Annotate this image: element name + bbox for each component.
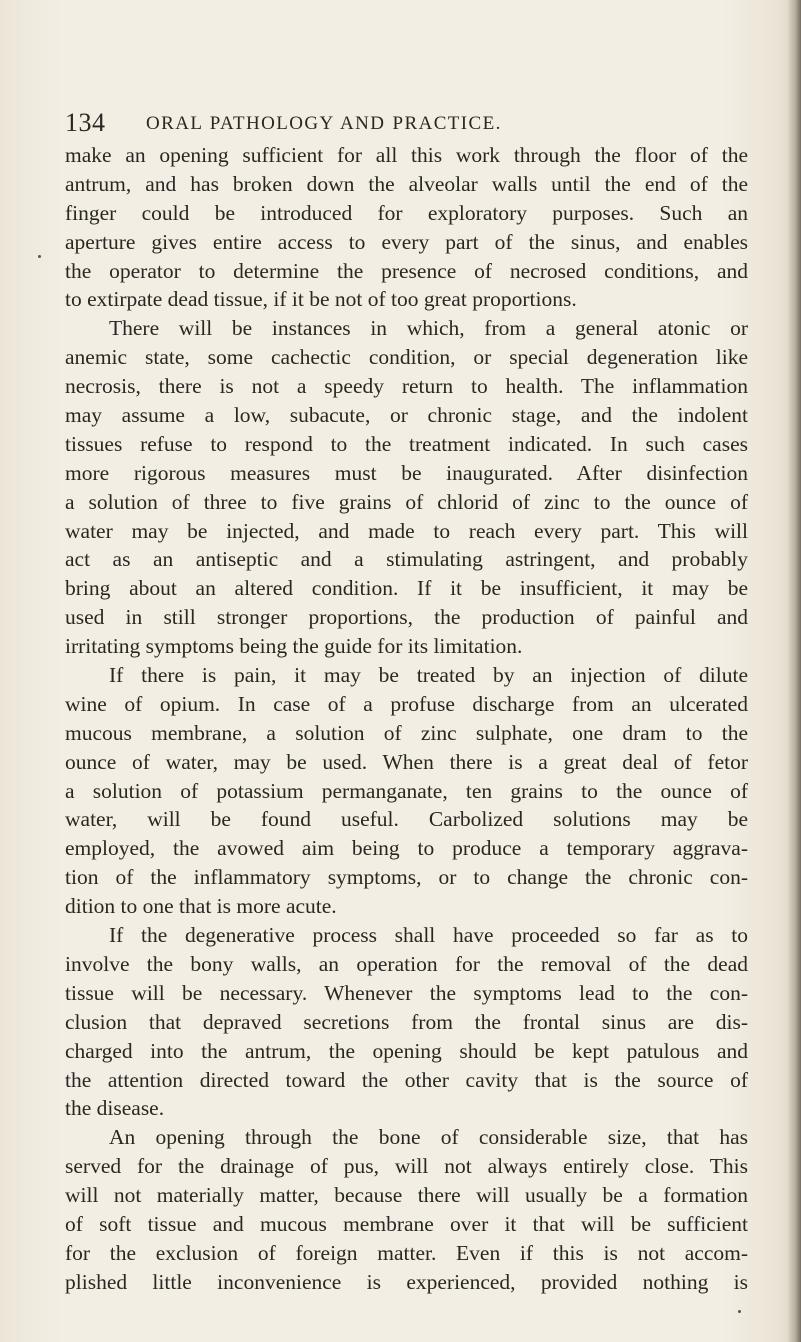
text-line: clusion that depraved secretions from the frontal sinus are dis- — [65, 1009, 748, 1034]
page-number: 134 — [65, 108, 106, 137]
text-line: water may be injected, and made to reach every part. This will — [65, 518, 748, 543]
text-line: for the exclusion of foreign matter. Even if this is not accom- — [65, 1240, 748, 1265]
text-line: anemic state, some cachectic condition, or special degeneration like — [65, 345, 748, 370]
paper-speck — [38, 255, 41, 258]
text-line: more rigorous measures must be inaugurated. After disinfection — [65, 460, 748, 485]
text-line: of soft tissue and mucous membrane over it that will be sufficient — [65, 1211, 748, 1236]
body-text — [65, 141, 748, 1297]
text-line: the operator to determine the presence of necrosed conditions, and — [65, 258, 748, 283]
text-line: water, will be found useful. Carbolized solutions may be — [65, 807, 748, 832]
text-line: served for the drainage of pus, will not always entirely close. This — [65, 1154, 748, 1179]
text-line: mucous membrane, a solution of zinc sulphate, one dram to the — [65, 720, 748, 745]
running-head-title: ORAL PATHOLOGY AND PRACTICE. — [146, 113, 502, 134]
page-edge-shadow — [787, 0, 801, 1342]
text-line: a solution of three to five grains of chlorid of zinc to the ounce of — [65, 489, 748, 514]
text-line: a solution of potassium permanganate, ten grains to the ounce of — [65, 778, 748, 803]
text-line: wine of opium. In case of a profuse discharge from an ulcerated — [65, 691, 748, 716]
text-line: make an opening sufficient for all this work through the floor of the — [65, 143, 748, 167]
text-line: finger could be introduced for exploratory purposes. Such an — [65, 200, 748, 225]
text-line: plished little inconvenience is experienced, provided nothing is — [65, 1269, 748, 1294]
text-line: charged into the antrum, the opening should be kept patulous and — [65, 1038, 748, 1063]
paragraph-start-line: If there is pain, it may be treated by an injection of dilute — [109, 663, 748, 688]
text-line: antrum, and has broken down the alveolar walls until the end of the — [65, 171, 748, 196]
running-head — [0, 106, 801, 140]
text-line: tissue will be necessary. Whenever the symptoms lead to the con- — [65, 980, 748, 1005]
paragraph-start-line: If the degenerative process shall have proceeded so far as to — [109, 923, 748, 948]
text-line: act as an antiseptic and a stimulating astringent, and probably — [65, 547, 748, 572]
text-line: may assume a low, subacute, or chronic stage, and the indolent — [65, 403, 748, 428]
text-line: employed, the avowed aim being to produce a temporary aggrava- — [65, 836, 748, 861]
text-line: aperture gives entire access to every part of the sinus, and enables — [65, 229, 748, 254]
text-line: used in still stronger proportions, the production of painful and — [65, 605, 748, 630]
paper-speck — [738, 1310, 741, 1313]
text-line: the attention directed toward the other cavity that is the source of — [65, 1067, 748, 1092]
text-line: tissues refuse to respond to the treatment indicated. In such cases — [65, 431, 748, 456]
text-line: irritating symptoms being the guide for its limitation. — [65, 634, 523, 659]
text-line: tion of the inflammatory symptoms, or to change the chronic con- — [65, 865, 748, 890]
paragraph-start-line: There will be instances in which, from a general atonic or — [109, 316, 748, 341]
paragraph-start-line: An opening through the bone of considerable size, that has — [109, 1125, 748, 1150]
text-line: will not materially matter, because there will usually be a formation — [65, 1183, 748, 1208]
text-line: dition to one that is more acute. — [65, 894, 337, 919]
text-line: the disease. — [65, 1096, 165, 1121]
text-line: involve the bony walls, an operation for the removal of the dead — [65, 951, 748, 976]
text-line: to extirpate dead tissue, if it be not of too great proportions. — [65, 287, 577, 312]
text-line: bring about an altered condition. If it be insufficient, it may be — [65, 576, 748, 601]
text-line: necrosis, there is not a speedy return to health. The inflammation — [65, 374, 748, 399]
text-line: ounce of water, may be used. When there is a great deal of fetor — [65, 749, 748, 774]
